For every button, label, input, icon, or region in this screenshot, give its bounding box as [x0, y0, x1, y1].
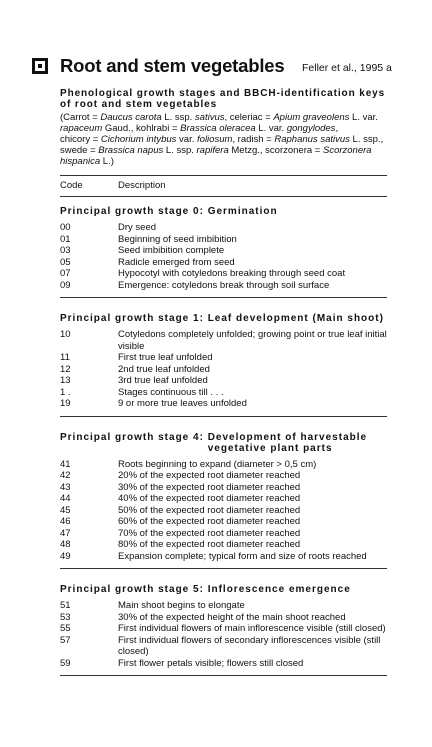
table-row	[60, 398, 387, 410]
bbch-code: 43	[60, 481, 71, 493]
crop-line	[60, 112, 387, 123]
subtitle	[60, 88, 387, 110]
bbch-code: 10	[60, 329, 71, 340]
table-row	[60, 387, 387, 399]
crop-line	[60, 134, 387, 145]
species-name: rapaceum	[60, 123, 103, 134]
table-row	[60, 635, 387, 658]
stage-title-name: Leaf development (Main shoot)	[207, 313, 384, 324]
table-row	[60, 257, 387, 269]
stage-title-lead: Principal growth stage 4:	[60, 431, 208, 443]
bbch-code: 47	[60, 527, 71, 539]
stage-description: Hypocotyl with cotyledons breaking through seed coat	[118, 268, 346, 279]
stage-description: Expansion complete; typical form and size of roots reached	[118, 550, 367, 562]
stage-description: Emergence: cotyledons break through soil surface	[118, 279, 330, 291]
column-header-row	[60, 180, 387, 196]
stage-title-name: Development of harvestable vegetative plant parts	[207, 431, 368, 454]
table-row	[60, 234, 387, 246]
table-row	[60, 516, 387, 528]
table-row	[60, 600, 387, 612]
stage-description: Stages continuous till . . .	[118, 386, 224, 398]
divider	[60, 196, 387, 197]
crop-text: L. ssp.	[161, 112, 195, 123]
bbch-code: 45	[60, 504, 71, 516]
bbch-code: 53	[60, 611, 71, 623]
table-row	[60, 364, 387, 376]
crop-text: , celeriac =	[224, 112, 274, 123]
species-name: Cichorium intybus	[100, 134, 177, 145]
crop-text: var.	[176, 134, 198, 145]
stage-description: 3rd true leaf unfolded	[118, 375, 208, 386]
crop-text: , radish =	[232, 134, 275, 145]
species-name: sativus	[194, 112, 225, 123]
table-row	[60, 551, 387, 563]
species-name: Raphanus sativus	[274, 134, 350, 145]
divider	[60, 675, 387, 676]
crop-line	[60, 145, 387, 156]
stages-container	[60, 206, 387, 682]
species-name: rapifera	[196, 145, 229, 156]
column-header-description: Description	[118, 180, 166, 191]
stage-title-lead: Principal growth stage 1:	[60, 313, 208, 324]
bbch-code: 46	[60, 516, 71, 527]
bbch-code: 49	[60, 550, 71, 562]
bbch-code: 57	[60, 634, 71, 646]
stage-description: Main shoot begins to elongate	[118, 600, 245, 611]
species-name: Daucus carota	[100, 112, 162, 123]
table-row	[60, 658, 387, 670]
stage-description: 80% of the expected root diameter reached	[118, 539, 301, 550]
table-row	[60, 482, 387, 494]
document-body	[60, 88, 387, 682]
stage-description: 2nd true leaf unfolded	[118, 363, 210, 375]
section-marker-icon	[32, 58, 48, 74]
table-row	[60, 352, 387, 364]
crop-text: L. ssp.,	[349, 134, 384, 145]
stage-description: First individual flowers of secondary inflorescences visible (still closed)	[118, 634, 381, 657]
stage-description: Seed imbibition complete	[118, 245, 225, 256]
subtitle-line: of root and stem vegetables	[60, 99, 218, 110]
subtitle-line: Phenological growth stages and BBCH-identification keys	[60, 88, 386, 99]
stage-description: 60% of the expected root diameter reached	[118, 516, 301, 527]
table-row	[60, 222, 387, 234]
bbch-code: 48	[60, 539, 71, 550]
stage-title	[60, 584, 387, 595]
stage-description: Roots beginning to expand (diameter > 0,5 cm)	[118, 458, 317, 470]
divider	[60, 175, 387, 176]
column-header-code: Code	[60, 180, 83, 191]
crop-text: L. var.	[255, 123, 287, 134]
bbch-code: 44	[60, 493, 71, 504]
crop-text: chicory =	[60, 134, 101, 145]
growth-stage-section	[60, 432, 387, 576]
crop-text: L.)	[100, 156, 114, 167]
stage-description: 9 or more true leaves unfolded	[118, 398, 247, 409]
crop-line	[60, 156, 387, 167]
bbch-code: 59	[60, 657, 71, 669]
species-name: Apium graveolens	[273, 112, 350, 123]
growth-stage-section	[60, 584, 387, 682]
table-row	[60, 459, 387, 471]
table-row	[60, 612, 387, 624]
stage-description: 40% of the expected root diameter reached	[118, 493, 301, 504]
stage-title-name: Germination	[207, 206, 278, 217]
stage-title-lead: Principal growth stage 5:	[60, 584, 208, 595]
divider	[60, 297, 387, 298]
crop-text: swede =	[60, 145, 99, 156]
table-row	[60, 528, 387, 540]
bbch-code: 51	[60, 600, 71, 611]
citation: Feller et al., 1995 a	[302, 62, 392, 74]
crop-species-list	[60, 112, 387, 167]
stage-title	[60, 432, 387, 454]
bbch-code: 12	[60, 363, 71, 375]
section-header	[32, 56, 412, 82]
stage-title	[60, 313, 387, 324]
bbch-code: 01	[60, 233, 71, 245]
bbch-code: 11	[60, 352, 70, 363]
table-row	[60, 470, 387, 482]
stage-description: 50% of the expected root diameter reached	[118, 504, 301, 516]
table-row	[60, 268, 387, 280]
bbch-code: 19	[60, 398, 71, 409]
divider	[60, 568, 387, 569]
species-name: gongylodes	[286, 123, 336, 134]
table-row	[60, 245, 387, 257]
stage-title-name: Inflorescence emergence	[207, 584, 351, 595]
crop-text: (Carrot =	[60, 112, 101, 123]
bbch-code: 07	[60, 268, 71, 279]
species-name: Scorzonera	[322, 145, 372, 156]
stage-description: Beginning of seed imbibition	[118, 233, 237, 245]
crop-text: Gaud., kohlrabi =	[102, 123, 181, 134]
stage-title-lead: Principal growth stage 0:	[60, 206, 208, 217]
bbch-code: 55	[60, 623, 71, 634]
table-row	[60, 280, 387, 292]
bbch-code: 41	[60, 458, 71, 470]
species-name: hispanica	[60, 156, 101, 167]
crop-line	[60, 123, 387, 134]
stage-description: 20% of the expected root diameter reached	[118, 470, 301, 481]
growth-stage-section	[60, 206, 387, 304]
table-row	[60, 329, 387, 352]
crop-text: Metzg., scorzonera =	[228, 145, 323, 156]
stage-description: First flower petals visible; flowers still closed	[118, 657, 304, 669]
table-row	[60, 623, 387, 635]
stage-description: First individual flowers of main inflorescence visible (still closed)	[118, 623, 386, 634]
bbch-code: 00	[60, 222, 71, 233]
bbch-code: 09	[60, 279, 71, 291]
stage-description: 30% of the expected root diameter reached	[118, 481, 301, 493]
bbch-code: 13	[60, 375, 71, 386]
species-name: Brassica oleracea	[180, 123, 256, 134]
divider	[60, 416, 387, 417]
bbch-code: 1 .	[60, 386, 71, 398]
stage-description: Cotyledons completely unfolded; growing point or true leaf initial visible	[118, 329, 387, 352]
stage-description: First true leaf unfolded	[118, 352, 213, 363]
stage-description: Dry seed	[118, 222, 157, 233]
stage-description: 30% of the expected height of the main shoot reached	[118, 611, 346, 623]
bbch-code: 05	[60, 256, 71, 268]
bbch-code: 03	[60, 245, 71, 256]
species-name: foliosum	[197, 134, 233, 145]
page-title: Root and stem vegetables	[60, 55, 285, 76]
crop-text: ,	[335, 123, 339, 134]
crop-text: L. ssp.	[163, 145, 197, 156]
table-row	[60, 505, 387, 517]
stage-description: 70% of the expected root diameter reached	[118, 527, 301, 539]
table-row	[60, 539, 387, 551]
growth-stage-section	[60, 313, 387, 423]
stage-title	[60, 206, 387, 217]
stage-description: Radicle emerged from seed	[118, 256, 235, 268]
table-row	[60, 493, 387, 505]
bbch-code: 42	[60, 470, 71, 481]
table-row	[60, 375, 387, 387]
species-name: Brassica napus	[98, 145, 164, 156]
crop-text: L. var.	[349, 112, 378, 123]
